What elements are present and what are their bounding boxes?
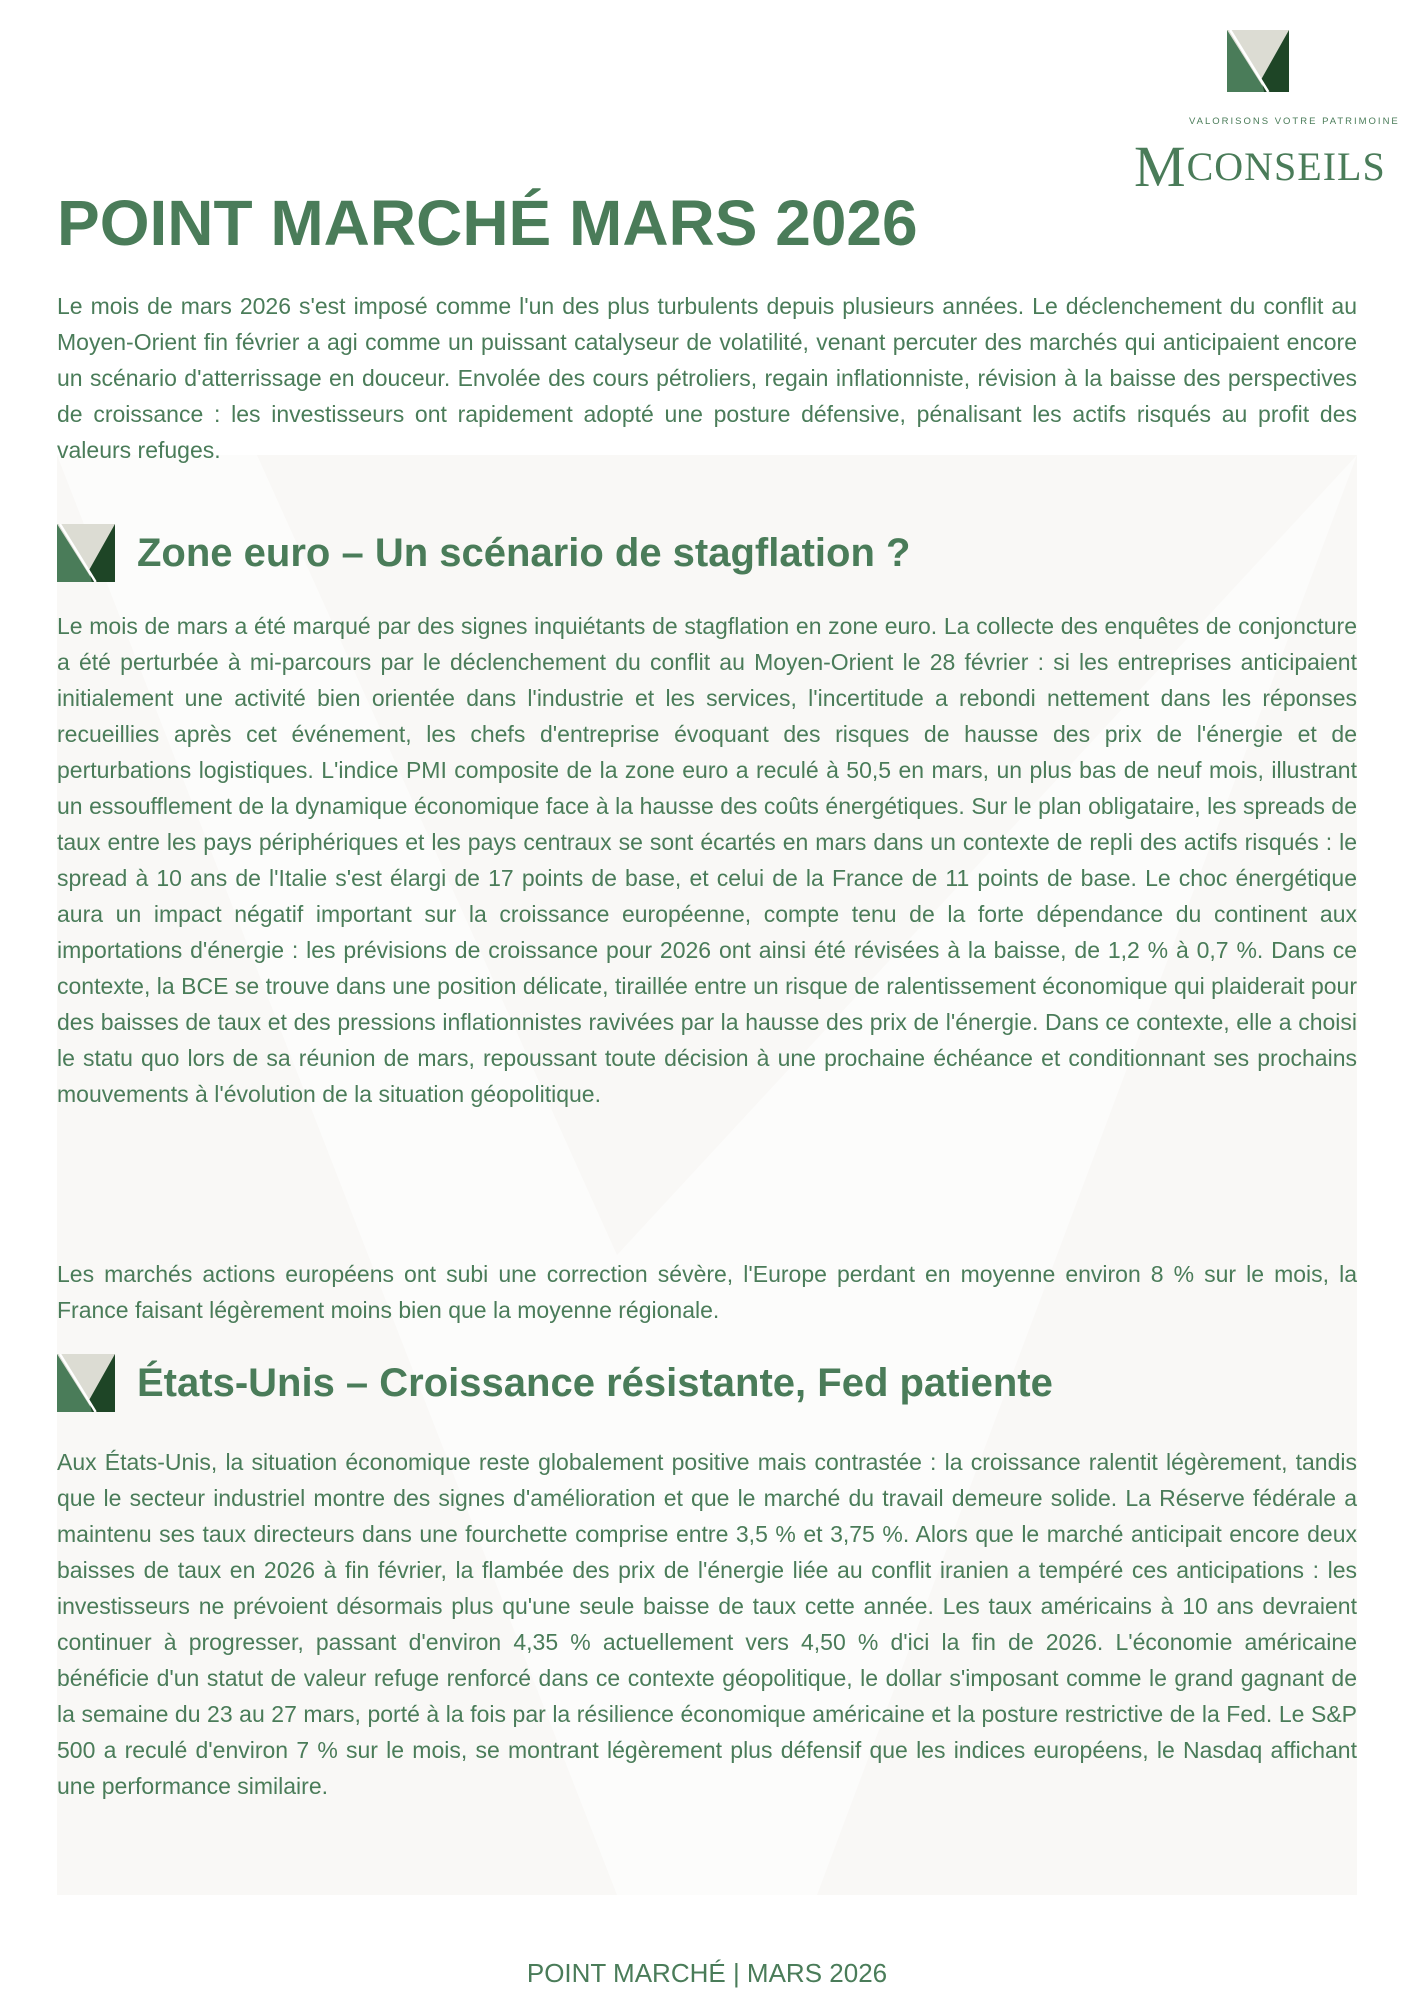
section-heading-zone-euro: Zone euro – Un scénario de stagflation ? bbox=[57, 524, 910, 582]
section-bullet-icon bbox=[57, 1354, 115, 1412]
logo-tagline: VALORISONS VOTRE PATRIMOINE bbox=[1189, 116, 1400, 127]
page-title: POINT MARCHÉ MARS 2026 bbox=[57, 187, 918, 259]
logo-mark-icon bbox=[1227, 30, 1289, 92]
intro-paragraph: Le mois de mars 2026 s'est imposé comme l'un des plus turbulents depuis plusieurs années. Le déclenchement du conflit au Moyen-Orient fin février a agi comme un puissant catalyseur de volatilité, venant percuter des marchés qui anticipaient encore un scénario d'atterrissage en douceur. Envolée des cours pétroliers, regain inflationniste, révision à la baisse des perspectives de croissance : les investisseurs ont rapidement adopté une posture défensive, pénalisant les actifs risqués au profit des valeurs refuges. bbox=[57, 293, 1357, 463]
section-heading-etats-unis: États-Unis – Croissance résistante, Fed patiente bbox=[57, 1354, 1053, 1412]
zone-euro-paragraph-2: Les marchés actions européens ont subi une correction sévère, l'Europe perdant en moyenne environ 8 % sur le mois, la France faisant légèrement moins bien que la moyenne régionale. bbox=[57, 1261, 1357, 1323]
etats-unis-paragraph: Aux États-Unis, la situation économique reste globalement positive mais contrastée : la croissance ralentit légèrement, tandis que le secteur industriel montre des signes d'amélioration et que le marché du travail demeure solide. La Réserve fédérale a maintenu ses taux directeurs dans une fourchette comprise entre 3,5 % et 3,75 %. Alors que le marché anticipait encore deux baisses de taux en 2026 à fin février, la flambée des prix de l'énergie liée au conflit iranien a tempéré ces anticipations : les investisseurs ne prévoient désormais plus qu'une seule baisse de taux cette année. Les taux américains à 10 ans devraient continuer à progresser, passant d'environ 4,35 % actuellement vers 4,50 % d'ici la fin de 2026. L'économie américaine bénéficie d'un statut de valeur refuge renforcé dans ce contexte géopolitique, le dollar s'imposant comme le grand gagnant de la semaine du 23 au 27 mars, porté à la fois par la résilience économique américaine et la posture restrictive de la Fed. Le S&P 500 a reculé d'environ 7 % sur le mois, se montrant légèrement plus défensif que les indices européens, le Nasdaq affichant une performance similaire. bbox=[57, 1449, 1357, 1799]
section-bullet-icon bbox=[57, 524, 115, 582]
logo-name: MCONSEILS bbox=[1134, 134, 1386, 199]
zone-euro-paragraph: Le mois de mars a été marqué par des signes inquiétants de stagflation en zone euro. La collecte des enquêtes de conjoncture a été perturbée à mi-parcours par le déclenchement du conflit au Moyen-Orient le 28 février : si les entreprises anticipaient initialement une activité bien orientée dans l'industrie et les services, l'incertitude a rebondi nettement dans les réponses recueillies après cet événement, les chefs d'entreprise évoquant des risques de hausse des prix de l'énergie et de perturbations logistiques. L'indice PMI composite de la zone euro a reculé à 50,5 en mars, un plus bas de neuf mois, illustrant un essoufflement de la dynamique économique face à la hausse des coûts énergétiques. Sur le plan obligataire, les spreads de taux entre les pays périphériques et les pays centraux se sont écartés en mars dans un contexte de repli des actifs risqués : le spread à 10 ans de l'Italie s'est élargi de 17 points de base, et celui de la France de 11 points de base. Le choc énergétique aura un impact négatif important sur la croissance européenne, compte tenu de la forte dépendance du continent aux importations d'énergie : les prévisions de croissance pour 2026 ont ainsi été révisées à la baisse, de 1,2 % à 0,7 %. Dans ce contexte, la BCE se trouve dans une position délicate, tiraillée entre un risque de ralentissement économique qui plaiderait pour des baisses de taux et des pressions inflationnistes ravivées par la hausse des prix de l'énergie. Dans ce contexte, elle a choisi le statu quo lors de sa réunion de mars, repoussant toute décision à une prochaine échéance et conditionnant ses prochains mouvements à l'évolution de la situation géopolitique. bbox=[57, 613, 1357, 1107]
page-footer: POINT MARCHÉ | MARS 2026 bbox=[526, 1958, 888, 1988]
company-logo bbox=[1134, 28, 1400, 199]
